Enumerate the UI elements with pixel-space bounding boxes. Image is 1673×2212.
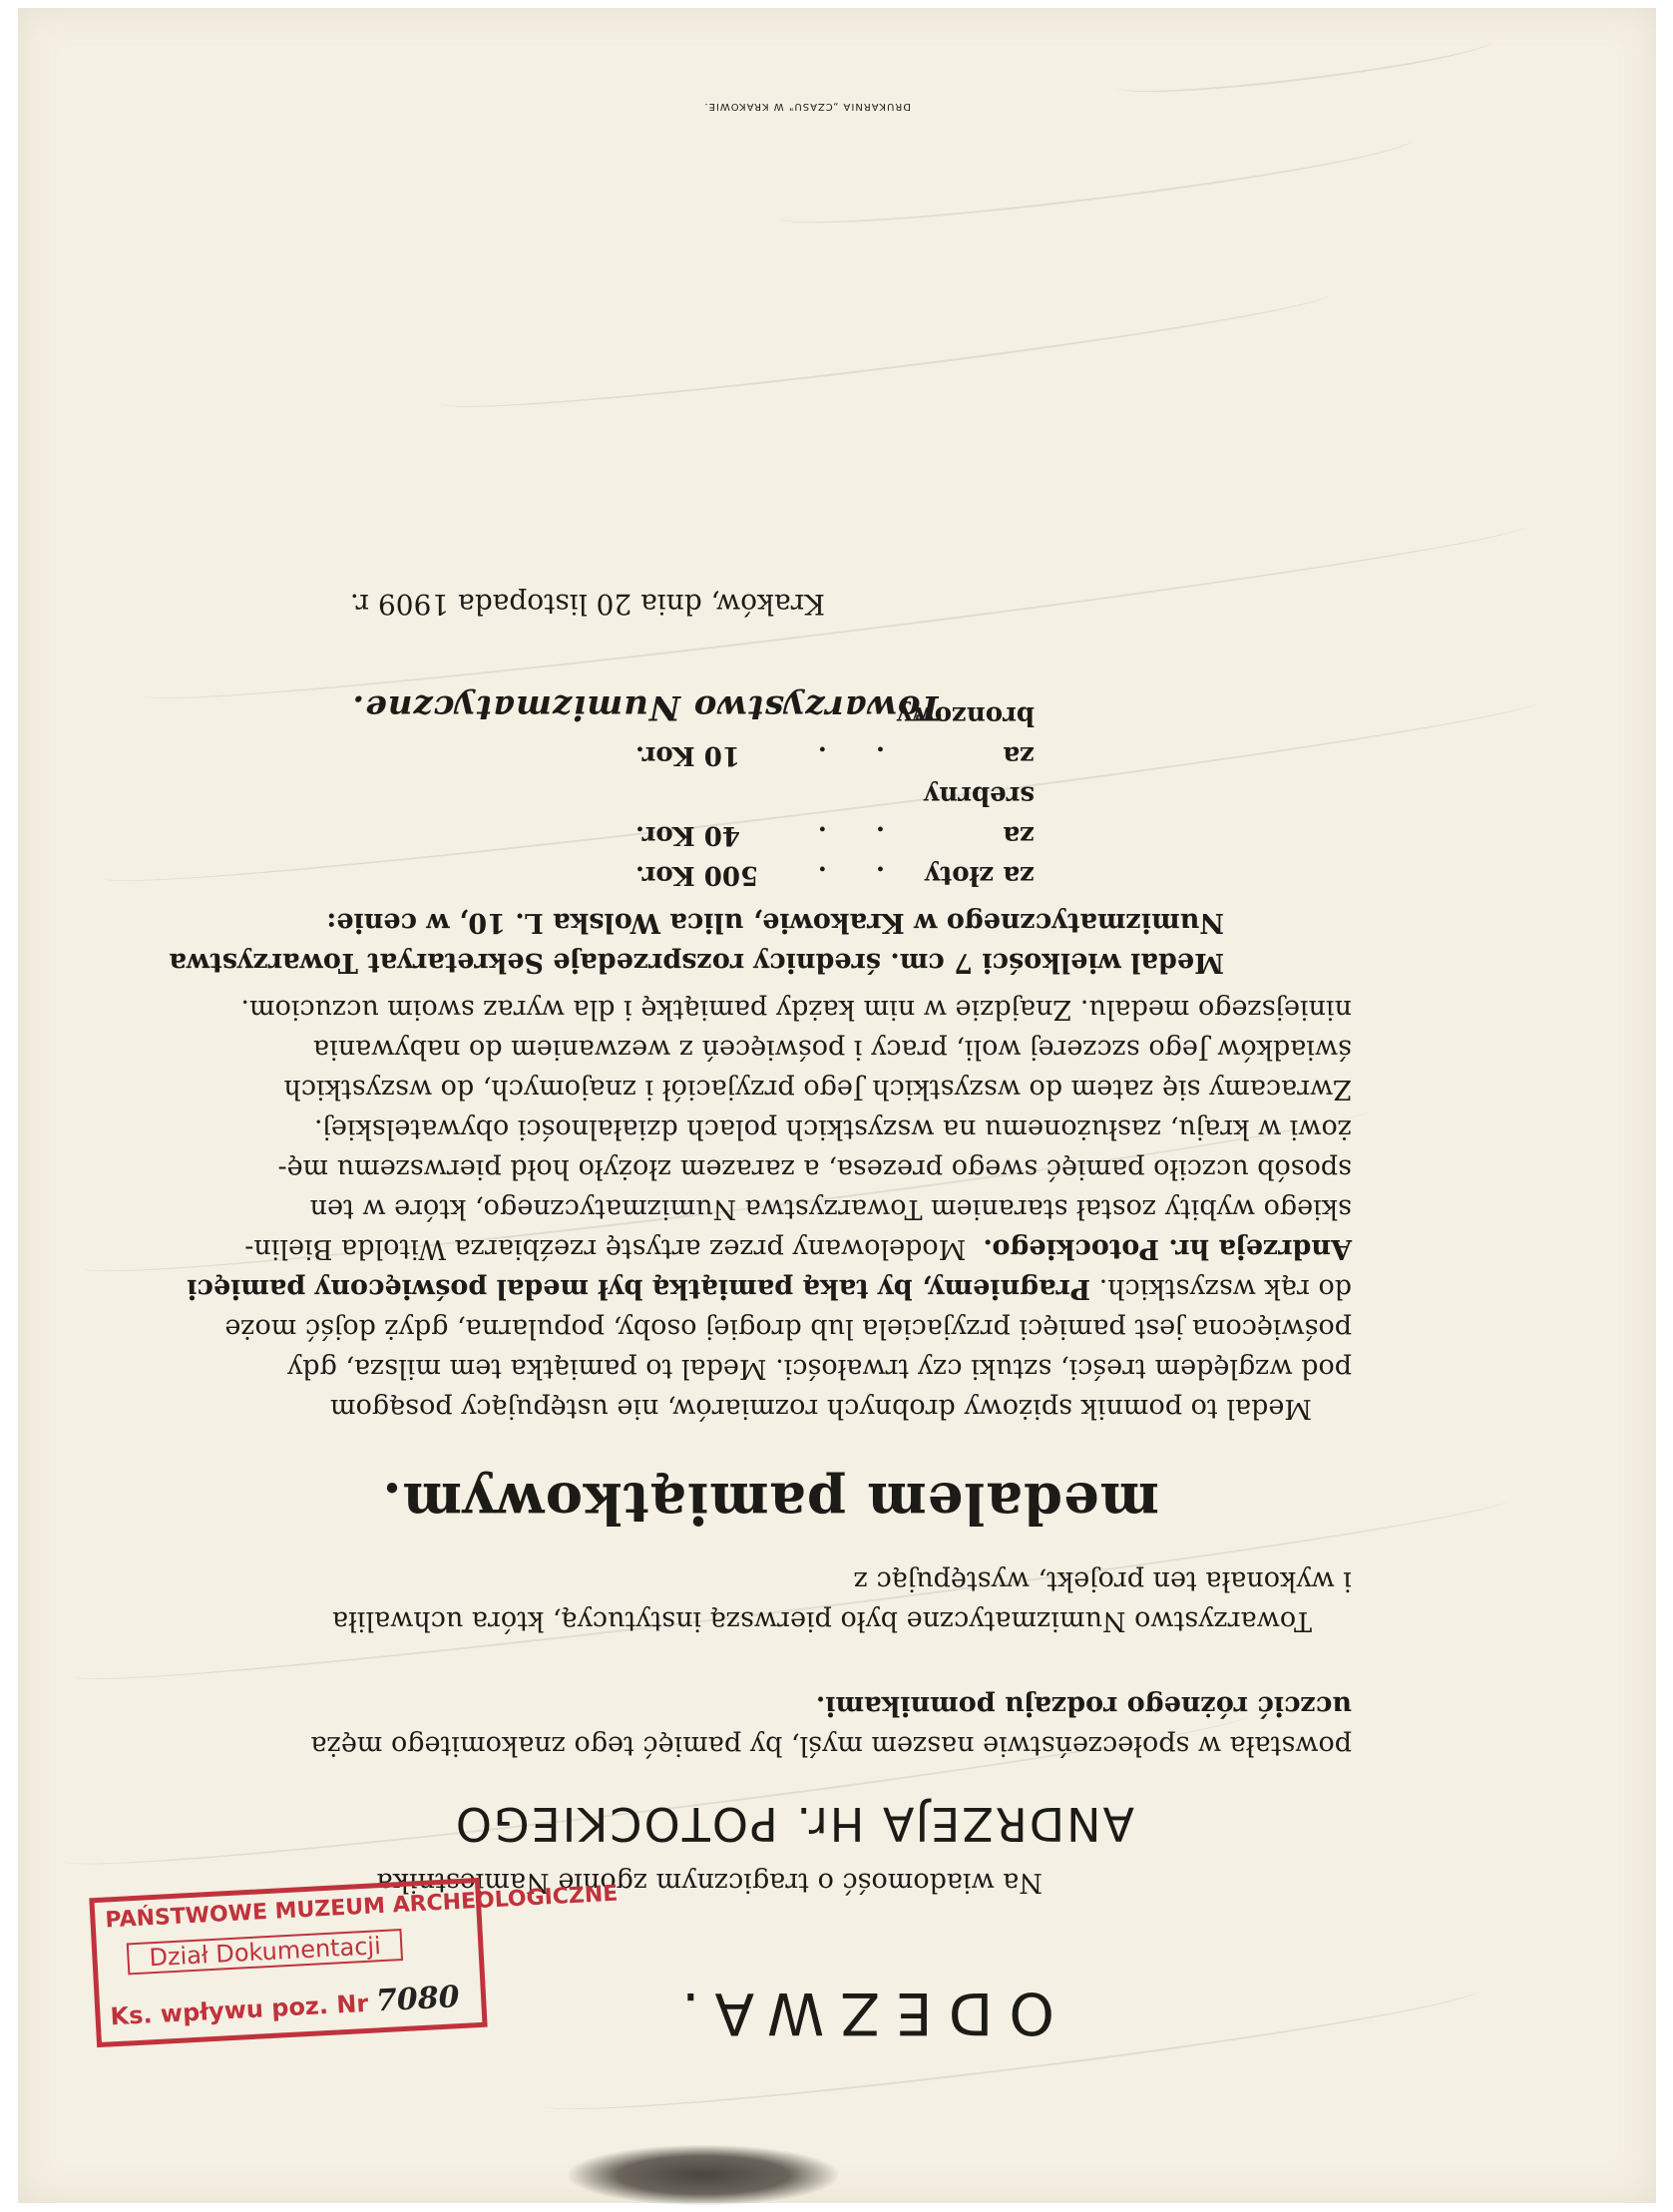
- paragraph-3-emphasis: Pragniemy, by taką pamiątką był medal poświęcony pamięci: [187, 1273, 1091, 1304]
- paragraph-3: [187, 989, 1352, 1428]
- paragraph-1-line: powstała w społeczeństwie naszem myśl, by pamięć tego znakomitego męża: [310, 1730, 1352, 1761]
- paragraph-3-line: skiego wybity został staraniem Towarzystwa Numizmatycznego, które w ten: [309, 1193, 1352, 1224]
- paragraph-3-line: niniejszego medalu. Znajdzie w nim każdy pamiątkę i dla wyraz swoim uczuciom.: [240, 994, 1352, 1025]
- paragraph-3-line: poświęcona jest pamięci przyjaciela lub drogiej osoby, popularna, gdyż dojść może: [224, 1313, 1352, 1344]
- honoree-name: ANDRZEJA Hr. POTOCKIEGO: [453, 1797, 1134, 1851]
- paragraph-3-line: świadków Jego szczerej woli, pracy i poświęceń z wezwaniem do nabywania: [313, 1034, 1352, 1065]
- museum-stamp: [89, 1878, 619, 2047]
- paragraph-2-line: Towarzystwo Numizmatyczne było pierwszą instytucyą, która uchwaliła: [332, 1605, 1312, 1636]
- paragraph-3-text: do rąk wszystkich.: [1098, 1273, 1352, 1304]
- dateline: Kraków, dnia 20 listopada 1909 r.: [349, 588, 825, 621]
- printer-imprint: DRUKARNIA „CZASU" W KRAKOWIE.: [703, 101, 911, 112]
- paragraph-2-line: i wykonała ten projekt, występując z: [853, 1565, 1352, 1596]
- stamp-number: 7080: [375, 1980, 461, 2019]
- price-label: za srebrny: [924, 780, 1035, 850]
- sale-notice-line: Medal wielkości 7 cm. średnicy rozsprzedaje Sekretaryat Towarzystwa: [169, 947, 1224, 978]
- paragraph-3-line: żowi w kraju, zasłużonemu na wszystkich polach działalności obywatelskiej.: [313, 1113, 1352, 1144]
- price-label: za bronzowy: [897, 700, 1035, 770]
- stamp-register: [110, 1980, 461, 2032]
- paragraph-3-line: [244, 1228, 1352, 1268]
- stamp-register-label: Ks. wpływu poz. Nr: [109, 1989, 369, 2031]
- paragraph-3-line: sposób uczciło pamięć swego prezesa, a zarazem złożyło hołd pierwszemu mę-: [277, 1153, 1352, 1184]
- price-amount: 500 Kor.: [635, 860, 759, 890]
- paragraph-3-line: Zwracamy się zatem do wszystkich Jego przyjaciół i znajomych, do wszystkich: [283, 1074, 1352, 1105]
- price-amount: 10 Kor.: [635, 740, 740, 770]
- paragraph-1-line: uczcić różnego rodzaju pomnikami.: [815, 1690, 1352, 1721]
- price-amount: 40 Kor.: [635, 820, 740, 850]
- document-title: ODEZWA.: [665, 1980, 1054, 2047]
- price-row: [635, 775, 1035, 855]
- paragraph-3-text: Modelowany przez artystę rzeźbiarza Witolda Bielin-: [244, 1233, 967, 1264]
- price-dots: . .: [797, 860, 885, 890]
- paragraph-3-emphasis: Andrzeja hr. Potockiego.: [983, 1233, 1352, 1264]
- society-signature: Towarzystwo Numizmatyczne.: [351, 687, 943, 727]
- price-dots: . .: [797, 740, 885, 770]
- paragraph-3-line: Medal to pomnik spiżowy drobnych rozmiarów, nie ustępujący posągom: [329, 1393, 1312, 1424]
- stamp-institution: PAŃSTWOWE MUZEUM ARCHEOLOGICZNE: [104, 1881, 619, 1934]
- stamp-department: Dział Dokumentacji: [127, 1929, 404, 1975]
- price-dots: . .: [797, 820, 885, 850]
- paragraph-3-line: pod względem treści, sztuki czy trwałości. Medal to pamiątka tem milsza, gdy: [286, 1353, 1352, 1384]
- intro-line: Na wiadomość o tragicznym zgonie Namiestnika: [376, 1867, 1043, 1898]
- paragraph-2: [286, 1560, 1352, 1640]
- paragraph-3-line: [187, 1268, 1352, 1308]
- price-label: za złoty: [925, 860, 1035, 890]
- sale-notice-line: Numizmatycznego w Krakowie, ulica Wolska L. 10, w cenie:: [326, 907, 1224, 938]
- paragraph-1: [286, 1685, 1352, 1765]
- price-row: [635, 855, 1035, 895]
- subtitle: medalem pamiątkowym.: [381, 1470, 1159, 1536]
- sale-notice: [170, 902, 1224, 982]
